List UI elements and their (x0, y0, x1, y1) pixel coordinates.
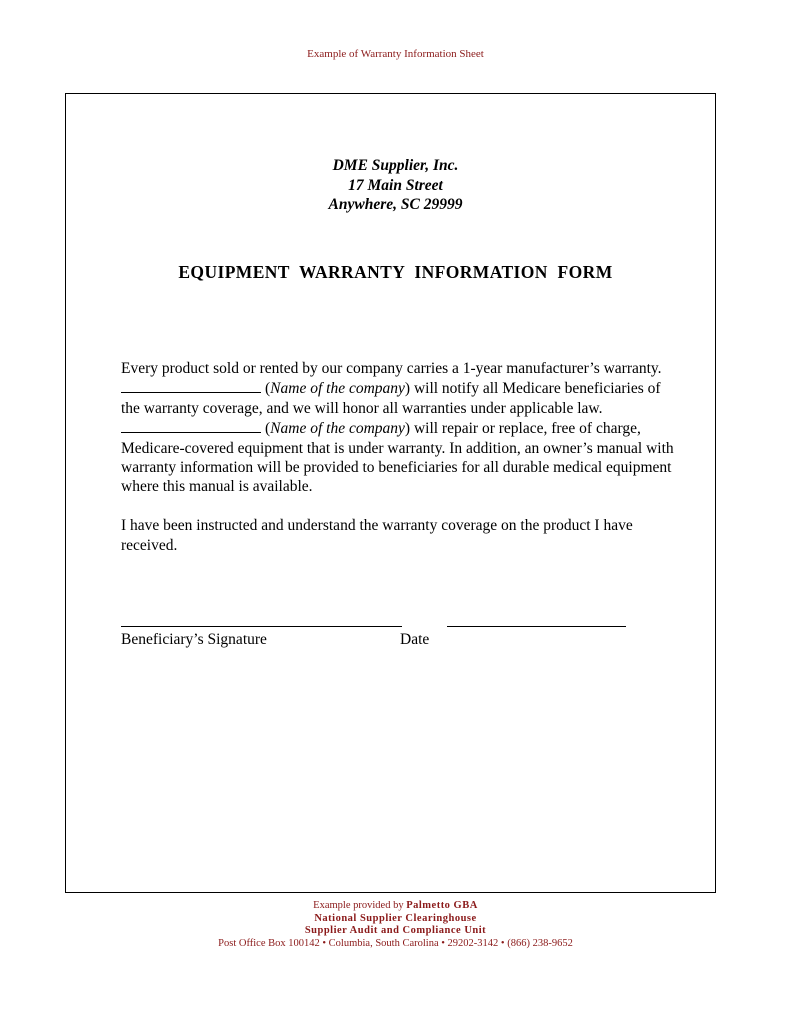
statement-line: Medicare-covered equipment that is under warranty. In addition, an owner’s manual with (121, 439, 674, 457)
supplier-city: Anywhere, SC 29999 (328, 196, 463, 213)
statement-line (121, 378, 681, 398)
statement-line: warranty information will be provided to beneficiaries for all durable medical equipment (121, 459, 672, 477)
statement-text: ) will notify all Medicare beneficiaries of (404, 380, 661, 398)
footer-clearinghouse: National Supplier Clearinghouse (314, 912, 477, 924)
company-name-blank (121, 378, 261, 393)
page-header-caption: Example of Warranty Information Sheet (307, 48, 484, 60)
date-line[interactable] (447, 626, 626, 627)
footer-provided-by (0, 900, 791, 913)
footer-org-name: Palmetto GBA (406, 900, 478, 911)
statement-line: where this manual is available. (121, 478, 313, 496)
acknowledgement-line: received. (121, 536, 178, 554)
footer-contact: Post Office Box 100142 • Columbia, South Carolina • 29202-3142 • (866) 238-9652 (218, 937, 573, 949)
paren-open: ( (265, 380, 271, 398)
signature-label: Beneficiary’s Signature (121, 631, 267, 648)
footer-unit: Supplier Audit and Compliance Unit (304, 925, 487, 936)
statement-line (121, 418, 681, 438)
company-name-placeholder: Name of the company (270, 380, 405, 398)
paren-open: ( (265, 420, 271, 438)
date-label: Date (400, 631, 430, 648)
footer-provided-prefix: Example provided by (313, 900, 407, 911)
company-name-placeholder: Name of the company (270, 420, 405, 438)
supplier-name: DME Supplier, Inc. (332, 157, 459, 174)
supplier-address-block (0, 156, 791, 215)
company-name-blank (121, 418, 261, 433)
signature-line[interactable] (121, 626, 402, 627)
statement-line: the warranty coverage, and we will honor all warranties under applicable law. (121, 399, 603, 417)
acknowledgement-line: I have been instructed and understand the warranty coverage on the product I have (121, 517, 633, 535)
supplier-street: 17 Main Street (348, 176, 443, 194)
statement-line: Every product sold or rented by our company carries a 1-year manufacturer’s warranty. (121, 360, 662, 377)
statement-text: ) will repair or replace, free of charge, (404, 420, 641, 438)
form-title: EQUIPMENT WARRANTY INFORMATION FORM (178, 262, 613, 282)
warranty-statement (121, 359, 681, 555)
page-footer (0, 900, 791, 950)
